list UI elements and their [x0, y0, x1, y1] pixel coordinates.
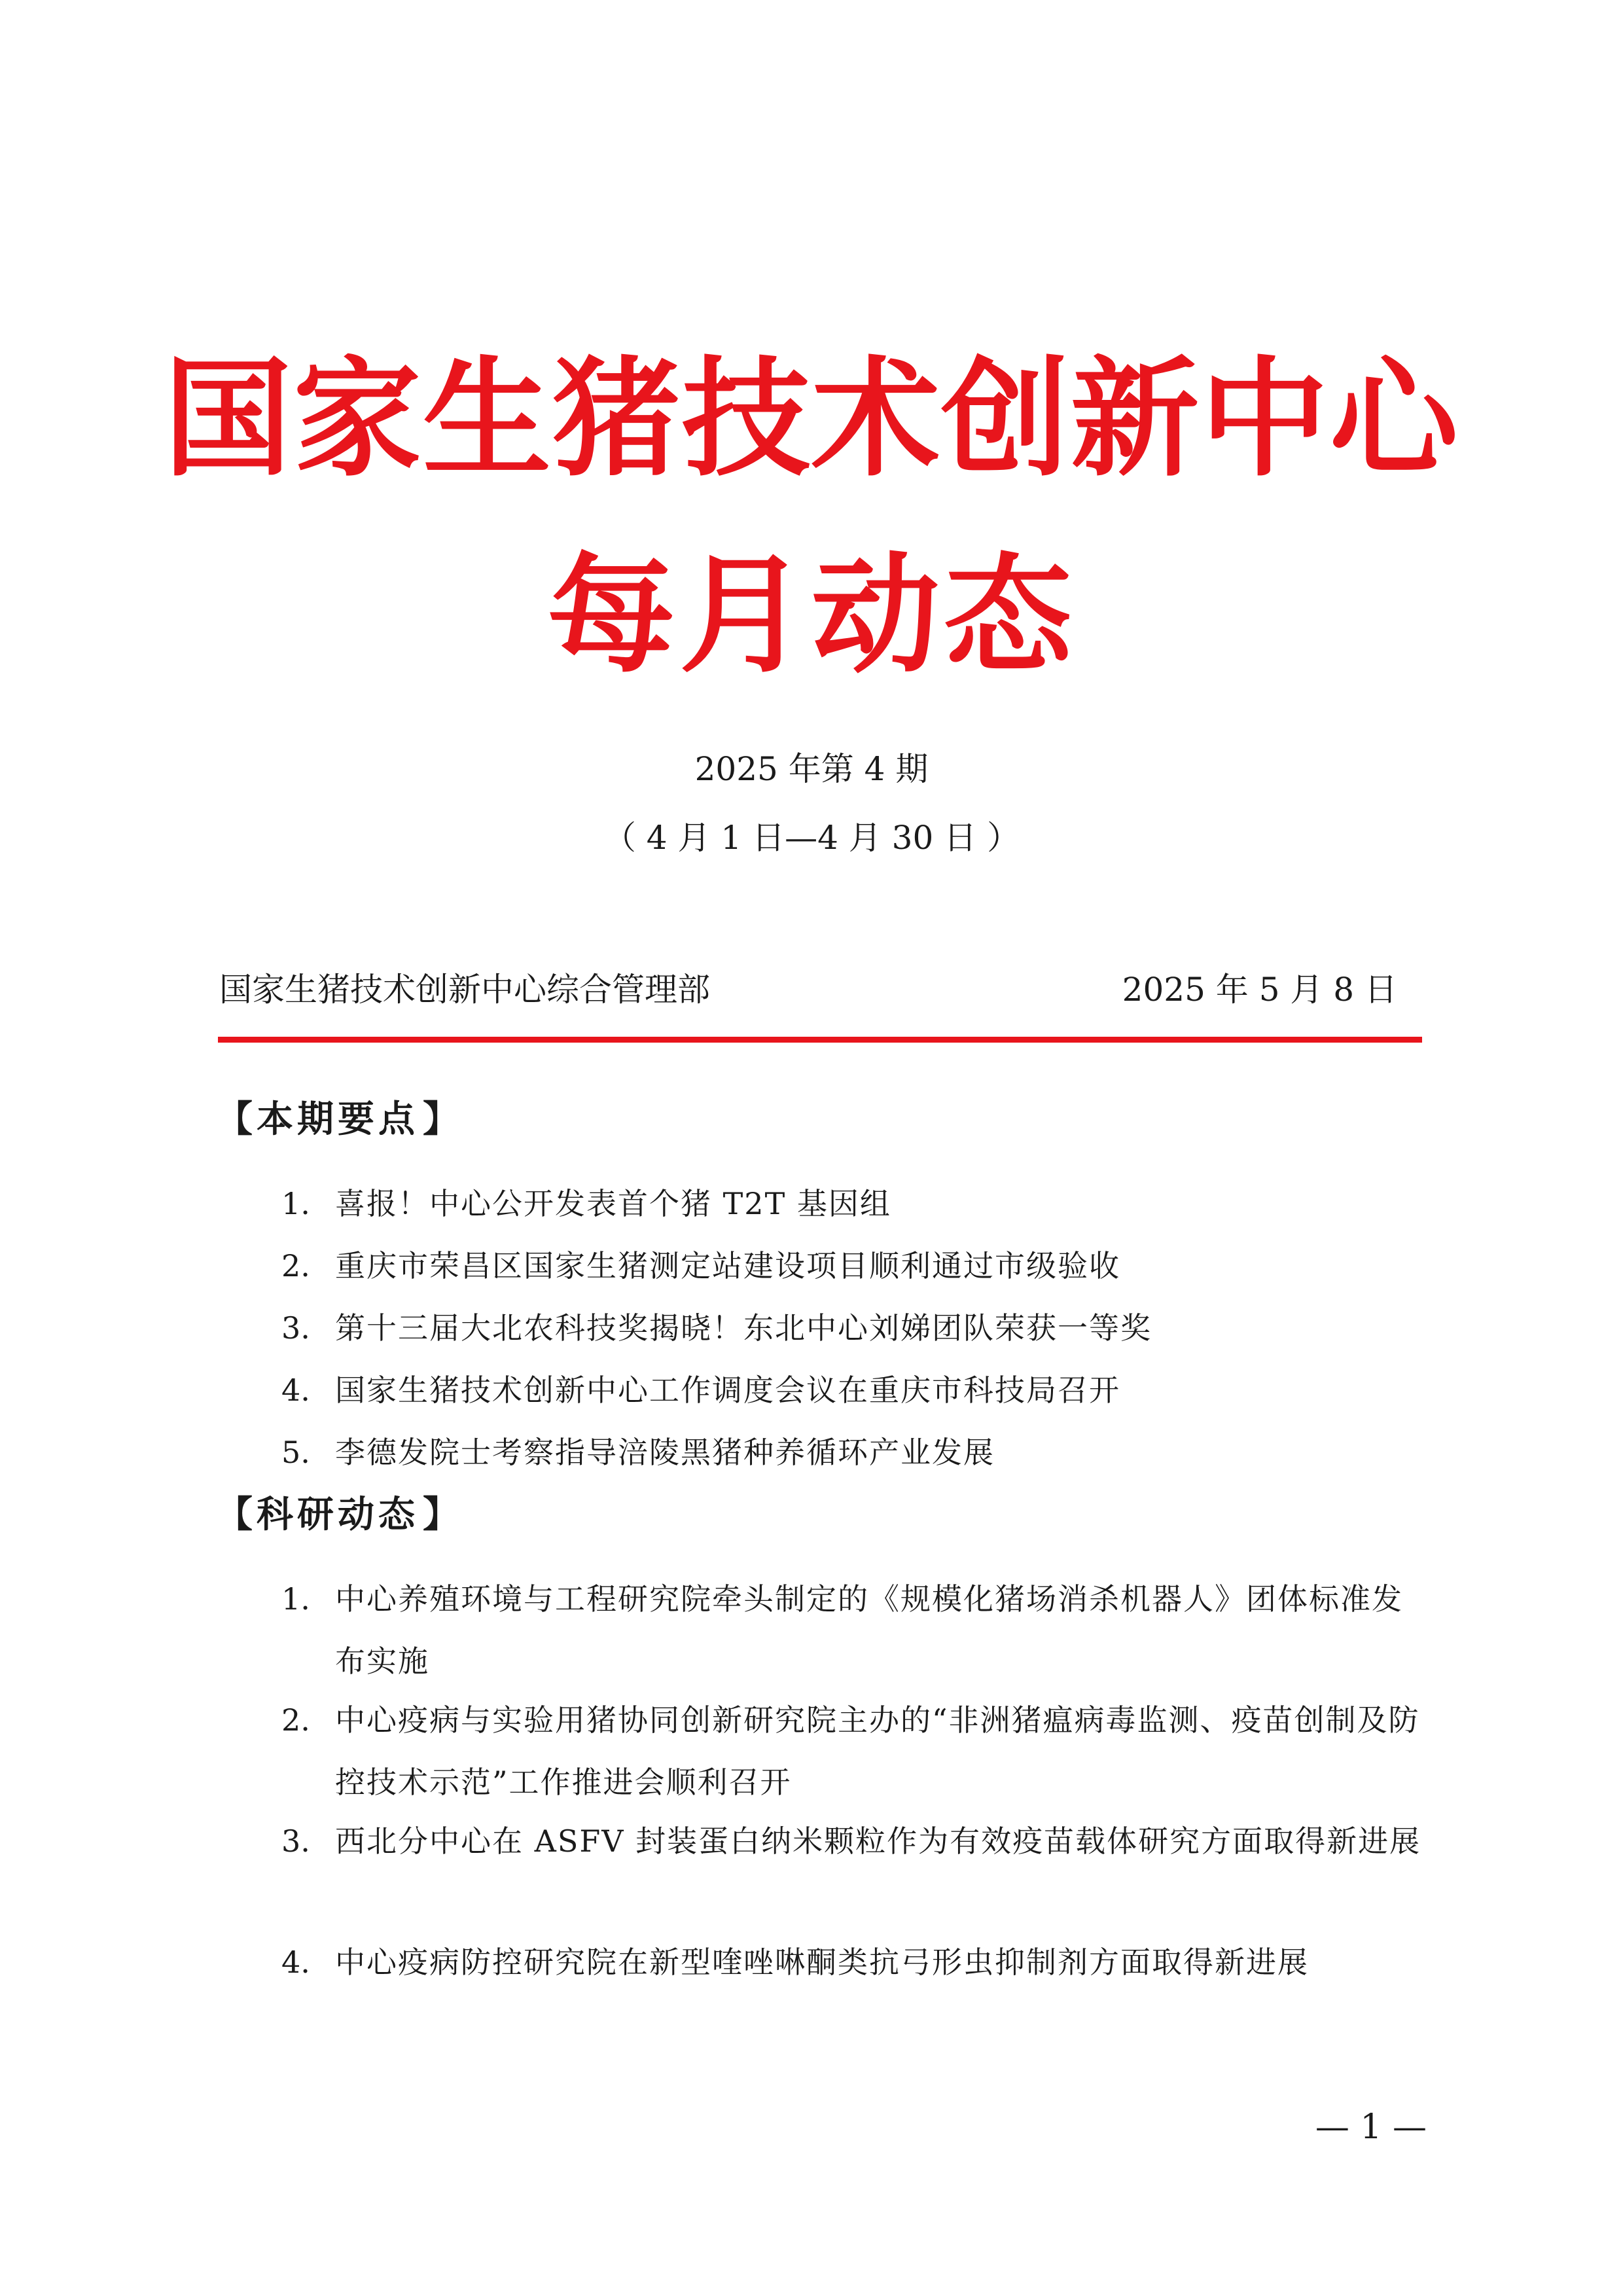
- publish-date: 2025 年 5 月 8 日: [1122, 971, 1397, 1009]
- document-title-line-1: 国家生猪技术创新中心: [163, 344, 1459, 494]
- item-number: 2.: [281, 1248, 310, 1283]
- highlight-item-2: [281, 1235, 1433, 1297]
- item-number: 1.: [281, 1186, 310, 1221]
- issue-number: 2025 年第 4 期: [694, 750, 929, 788]
- section-heading-highlights: [216, 1093, 459, 1145]
- highlight-item-1: [281, 1173, 1433, 1235]
- item-text: 喜报！中心公开发表首个猪 T2T 基因组: [335, 1186, 891, 1221]
- heading-text: 本期要点: [257, 1098, 419, 1141]
- item-text: 中心疫病防控研究院在新型喹唑啉酮类抗弓形虫抑制剂方面取得新进展: [335, 1945, 1309, 1980]
- heading-close-bracket: 】: [423, 1493, 459, 1536]
- red-divider-rule: [218, 1037, 1422, 1043]
- item-text: 中心疫病与实验用猪协同创新研究院主办的“非洲猪瘟病毒监测、疫苗创制及防控技术示范”工作推进会顺利召开: [335, 1702, 1420, 1800]
- publisher-name: 国家生猪技术创新中心综合管理部: [219, 971, 710, 1009]
- item-number: 5.: [281, 1435, 310, 1470]
- item-number: 1.: [281, 1581, 310, 1617]
- item-number: 2.: [281, 1702, 310, 1738]
- item-number: 3.: [281, 1310, 310, 1346]
- item-text: 第十三届大北农科技奖揭晓！东北中心刘娣团队荣获一等奖: [335, 1310, 1152, 1346]
- research-item-1: [281, 1568, 1433, 1693]
- item-number: 3.: [281, 1823, 310, 1859]
- heading-open-bracket: 【: [216, 1098, 253, 1141]
- item-text: 重庆市荣昌区国家生猪测定站建设项目顺利通过市级验收: [335, 1248, 1120, 1283]
- publisher-row: [219, 963, 1397, 1016]
- item-text: 李德发院士考察指导涪陵黑猪种养循环产业发展: [335, 1435, 995, 1470]
- item-text: 西北分中心在 ASFV 封装蛋白纳米颗粒作为有效疫苗载体研究方面取得新进展: [335, 1823, 1421, 1859]
- item-text: 国家生猪技术创新中心工作调度会议在重庆市科技局召开: [335, 1372, 1120, 1408]
- page-number: — 1 —: [1315, 2108, 1427, 2147]
- issue-date-range: （ 4 月 1 日—4 月 30 日 ）: [603, 819, 1020, 857]
- section-heading-research: [216, 1488, 459, 1541]
- highlight-item-5: [281, 1422, 1433, 1484]
- highlight-item-4: [281, 1359, 1433, 1422]
- highlight-item-3: [281, 1297, 1433, 1359]
- document-title-line-2: 每月动态: [546, 540, 1076, 691]
- research-item-3: [281, 1810, 1433, 1873]
- heading-close-bracket: 】: [423, 1098, 459, 1141]
- item-number: 4.: [281, 1945, 310, 1980]
- research-item-2: [281, 1689, 1433, 1814]
- research-item-4: [281, 1931, 1433, 1994]
- heading-open-bracket: 【: [216, 1493, 253, 1536]
- item-number: 4.: [281, 1372, 310, 1408]
- heading-text: 科研动态: [257, 1493, 419, 1536]
- item-text: 中心养殖环境与工程研究院牵头制定的《规模化猪场消杀机器人》团体标准发布实施: [335, 1581, 1403, 1679]
